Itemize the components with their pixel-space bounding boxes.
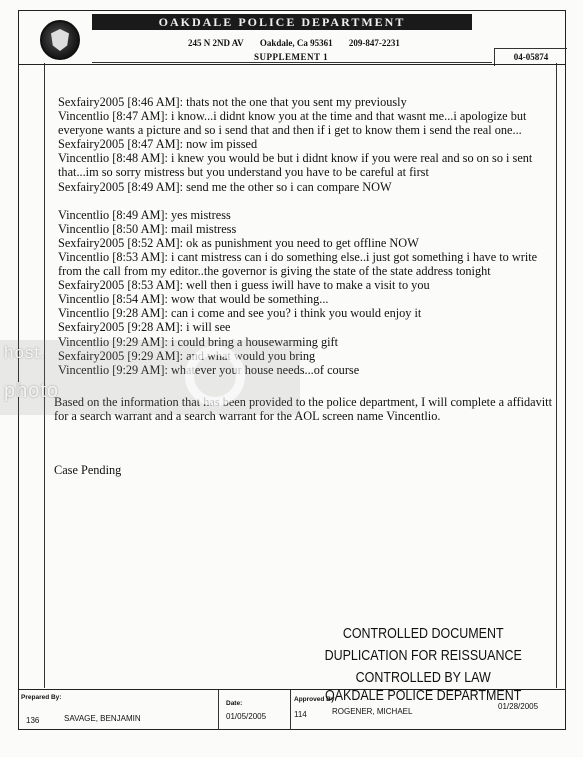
watermark-host-text: host. [4, 343, 46, 362]
chat-speaker: Vincentlio [58, 207, 110, 222]
chat-timestamp: [8:53 AM] [127, 278, 180, 293]
street-address: 245 N 2ND AV [188, 38, 244, 48]
prepared-by-name: SAVAGE, BENJAMIN [64, 714, 141, 723]
chat-speaker: Sexfairy2005 [58, 348, 125, 363]
chat-text: yes mistress [171, 207, 231, 222]
prepared-by-id: 136 [26, 716, 40, 725]
chat-message: Sexfairy2005 [8:49 AM]: send me the other so i can compare NOW [58, 179, 392, 194]
phone-number: 209-847-2231 [348, 38, 400, 48]
chat-timestamp: [8:46 AM] [127, 95, 180, 109]
chat-text: i will see [186, 320, 231, 335]
chat-timestamp: [8:49 AM] [112, 207, 165, 222]
stamp-line-2: DUPLICATION FOR REISSUANCE [324, 648, 522, 664]
case-status: Case Pending [54, 462, 122, 477]
chat-text: well then i guess iwill have to make a visit to you [186, 278, 430, 293]
chat-message: Vincentlio [9:29 AM]: i could bring a housewarming gift [58, 334, 339, 349]
chat-gap [58, 194, 558, 208]
department-name: OAKDALE POLICE DEPARTMENT [92, 14, 472, 30]
chat-speaker: Vincentlio [58, 151, 110, 166]
department-address [188, 38, 414, 48]
chat-timestamp: [9:29 AM] [127, 348, 180, 363]
chat-timestamp: [8:54 AM] [112, 292, 165, 307]
chat-message: Vincentlio [8:54 AM]: wow that would be something... [58, 292, 329, 307]
approved-by-cell [290, 690, 566, 730]
chat-message: Sexfairy2005 [8:52 AM]: ok as punishment you need to get offline NOW [58, 235, 419, 250]
chat-speaker: Sexfairy2005 [58, 235, 125, 250]
chat-message: Sexfairy2005 [8:46 AM]: thats not the one that you sent my previously [58, 95, 407, 109]
approved-by-name: ROGENER, MICHAEL [332, 707, 413, 716]
report-footer [18, 689, 566, 730]
date-cell [218, 690, 291, 730]
approved-date: 01/28/2005 [498, 702, 539, 711]
chat-speaker: Vincentlio [58, 292, 110, 307]
chat-timestamp: [8:52 AM] [127, 235, 180, 250]
chat-message: Sexfairy2005 [8:53 AM]: well then i guess iwill have to make a visit to you [58, 278, 430, 293]
left-margin-rule [44, 63, 45, 688]
chat-speaker: Vincentlio [58, 334, 110, 349]
chat-message: Sexfairy2005 [9:28 AM]: i will see [58, 320, 231, 335]
chat-timestamp: [9:29 AM] [112, 334, 165, 349]
prepared-date: 01/05/2005 [226, 712, 267, 721]
approved-by-id: 114 [294, 710, 307, 719]
header-divider [92, 62, 492, 63]
chat-timestamp: [8:47 AM] [112, 109, 165, 124]
chat-speaker: Vincentlio [58, 362, 110, 377]
police-badge-icon [40, 20, 80, 60]
chat-speaker: Sexfairy2005 [58, 278, 125, 293]
chat-text: thats not the one that you sent my previously [186, 95, 407, 109]
chat-text: whatever your house needs...of course [171, 362, 360, 377]
report-body [54, 95, 558, 477]
prepared-by-label: Prepared By: [21, 694, 62, 701]
chat-message: Vincentlio [8:49 AM]: yes mistress [58, 207, 231, 222]
chat-speaker: Sexfairy2005 [58, 179, 125, 194]
chat-text: can i come and see you? i think you would enjoy it [171, 306, 422, 321]
chat-timestamp: [8:47 AM] [127, 137, 180, 152]
chat-timestamp: [8:53 AM] [112, 249, 165, 264]
narrative-paragraph: Based on the information that has been provided to the police department, I will complete a affidavitt for a search warrant and a search warrant for the AOL screen name Vincentlio. [54, 394, 552, 423]
chat-text: mail mistress [171, 221, 237, 236]
chat-message: Vincentlio [9:29 AM]: whatever your house needs...of course [58, 362, 360, 377]
watermark-photo-text: photo [4, 380, 60, 402]
stamp-line-3: CONTROLLED BY LAW [355, 670, 491, 686]
chat-text: wow that would be something... [171, 292, 329, 307]
stamp-line-4: OAKDALE POLICE DEPARTMENT [325, 688, 522, 704]
chat-speaker: Vincentlio [58, 306, 110, 321]
chat-speaker: Vincentlio [58, 221, 110, 236]
chat-message: Vincentlio [8:50 AM]: mail mistress [58, 221, 237, 236]
chat-timestamp: [8:48 AM] [112, 151, 165, 166]
chat-text: send me the other so i can compare NOW [186, 179, 392, 194]
chat-timestamp: [8:50 AM] [112, 221, 165, 236]
chat-timestamp: [9:28 AM] [127, 320, 180, 335]
chat-speaker: Sexfairy2005 [58, 320, 125, 335]
report-header [18, 10, 566, 65]
chat-timestamp: [9:28 AM] [112, 306, 165, 321]
supplement-title: SUPPLEMENT 1 [254, 52, 329, 62]
chat-message: Sexfairy2005 [8:47 AM]: now im pissed [58, 137, 258, 152]
chat-speaker: Vincentlio [58, 249, 110, 264]
city-zip: Oakdale, Ca 95361 [259, 38, 333, 48]
chat-text: i know...i didnt know you at the time and that wasnt me...i apologize but everyone wants a picture and so i send that and then if i get to know them i send the real one... [58, 109, 527, 138]
chat-speaker: Sexfairy2005 [58, 95, 125, 109]
chat-text: and what would you bring [186, 348, 316, 363]
date-label: Date: [226, 700, 243, 707]
chat-text: i knew you would be but i didnt know if you were real and so on so i sent that...im so sorry mistress but you understand you have to be careful at first [58, 151, 533, 180]
chat-text: ok as punishment you need to get offline NOW [186, 235, 419, 250]
chat-message: Sexfairy2005 [9:29 AM]: and what would you bring [58, 348, 316, 363]
chat-message: Vincentlio [8:53 AM]: i cant mistress can i do something else..i just got something i have to write from the call from my editor..the governor is giving the state of the state address tonight [58, 249, 538, 279]
chat-speaker: Sexfairy2005 [58, 137, 125, 152]
chat-text: i cant mistress can i do something else..i just got something i have to write from the call from my editor..the governor is giving the state of the state address tonight [58, 249, 538, 279]
chat-message: Vincentlio [8:48 AM]: i knew you would be but i didnt know if you were real and so on so i sent that...im so sorry mistress but you understand you have to be careful at first [58, 151, 533, 180]
header-bottom-rule [18, 64, 566, 65]
chat-transcript [58, 95, 558, 377]
chat-message: Vincentlio [8:47 AM]: i know...i didnt know you at the time and that wasnt me...i apologize but everyone wants a picture and so i send that and then if i get to know them i send the real one... [58, 109, 527, 138]
prepared-by-cell [18, 690, 219, 730]
chat-timestamp: [9:29 AM] [112, 362, 165, 377]
approved-by-label: Approved By: [294, 696, 337, 703]
chat-timestamp: [8:49 AM] [127, 179, 180, 194]
case-number: 04-05874 [494, 48, 567, 66]
chat-speaker: Vincentlio [58, 109, 110, 124]
chat-message: Vincentlio [9:28 AM]: can i come and see you? i think you would enjoy it [58, 306, 422, 321]
chat-text: now im pissed [186, 137, 258, 152]
stamp-line-1: CONTROLLED DOCUMENT [342, 626, 504, 642]
chat-text: i could bring a housewarming gift [171, 334, 339, 349]
